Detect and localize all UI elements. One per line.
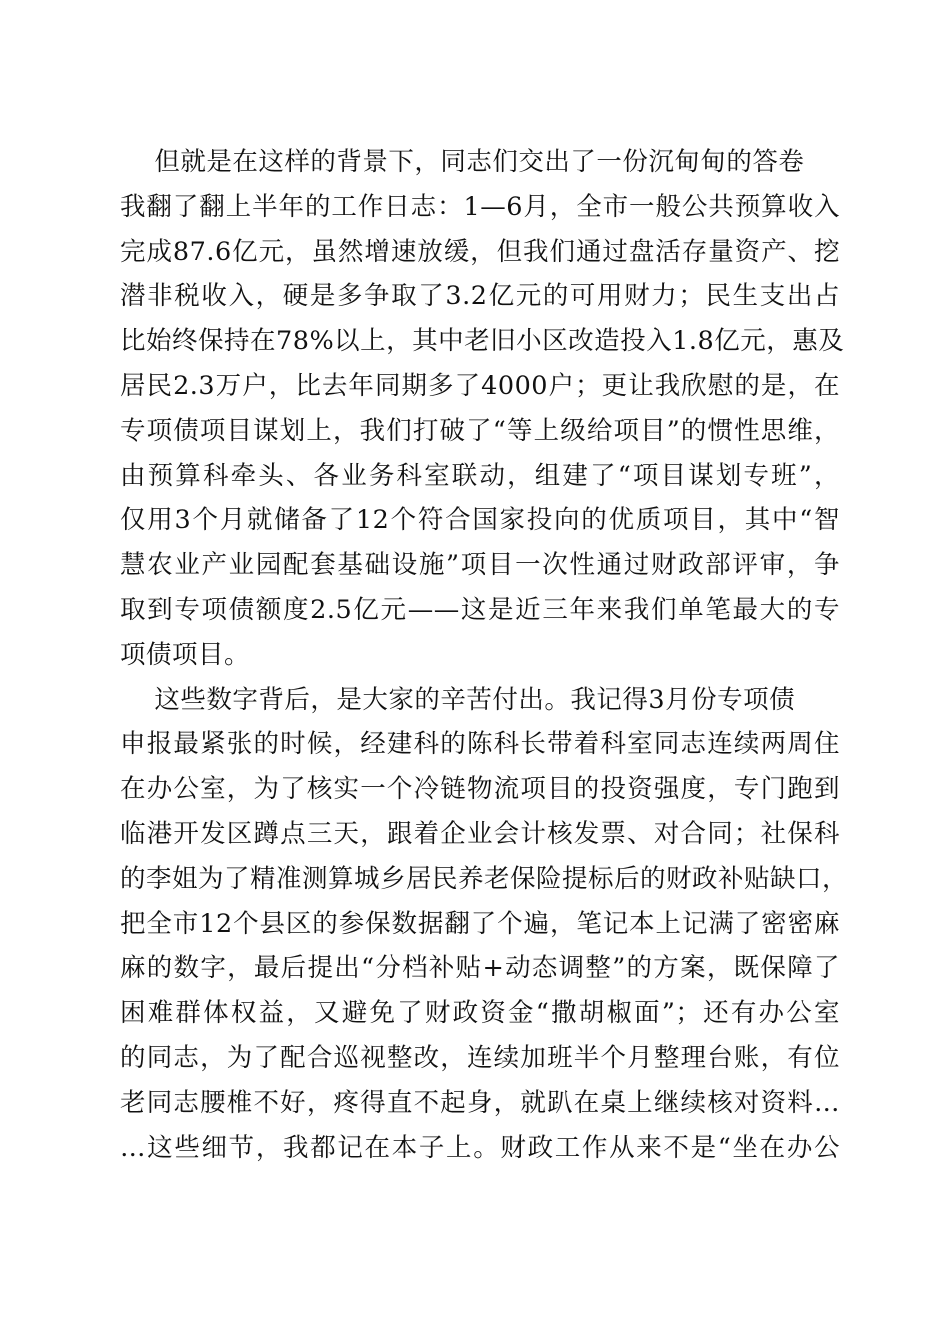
text-line: 比始终保持在78%以上，其中老旧小区改造投入1.8亿元，惠及 bbox=[120, 326, 845, 357]
text-line: 项债项目。 bbox=[120, 639, 251, 670]
text-line: 的同志，为了配合巡视整改，连续加班半个月整理台账，有位 bbox=[120, 1042, 840, 1073]
text-line: 麻的数字，最后提出“分档补贴+动态调整”的方案，既保障了 bbox=[120, 953, 840, 984]
text-line: 完成87.6亿元，虽然增速放缓，但我们通过盘活存量资产、挖 bbox=[120, 236, 840, 267]
text-line: 困难群体权益，又避免了财政资金“撒胡椒面”；还有办公室 bbox=[120, 998, 840, 1029]
text-line: 临港开发区蹲点三天，跟着企业会计核发票、对合同；社保科 bbox=[120, 818, 840, 849]
text-line: 的李姐为了精准测算城乡居民养老保险提标后的财政补贴缺口， bbox=[120, 863, 849, 894]
text-line: 在办公室，为了核实一个冷链物流项目的投资强度，专门跑到 bbox=[120, 774, 840, 805]
text-line: 专项债项目谋划上，我们打破了“等上级给项目”的惯性思维， bbox=[120, 415, 840, 446]
text-line: 取到专项债额度2.5亿元——这是近三年来我们单笔最大的专 bbox=[120, 594, 840, 625]
text-line: 把全市12个县区的参保数据翻了个遍，笔记本上记满了密密麻 bbox=[120, 908, 840, 939]
text-line: 慧农业产业园配套基础设施”项目一次性通过财政部评审，争 bbox=[120, 550, 840, 581]
text-line: 仅用3个月就储备了12个符合国家投向的优质项目，其中“智 bbox=[120, 505, 840, 536]
text-line: 老同志腰椎不好，疼得直不起身，就趴在桌上继续核对资料… bbox=[120, 1087, 840, 1118]
text-line: …这些细节，我都记在本子上。财政工作从来不是“坐在办公 bbox=[120, 1132, 840, 1163]
text-line: 我翻了翻上半年的工作日志：1—6月，全市一般公共预算收入 bbox=[120, 191, 840, 222]
text-line: 这些数字背后，是大家的辛苦付出。我记得3月份专项债 bbox=[120, 684, 796, 715]
text-line: 居民2.3万户，比去年同期多了4000户；更让我欣慰的是，在 bbox=[120, 370, 840, 401]
text-line: 申报最紧张的时候，经建科的陈科长带着科室同志连续两周住 bbox=[120, 729, 840, 760]
text-line: 潜非税收入，硬是多争取了3.2亿元的可用财力；民生支出占 bbox=[120, 281, 840, 312]
text-line: 但就是在这样的背景下，同志们交出了一份沉甸甸的答卷 bbox=[120, 147, 805, 177]
body-text bbox=[120, 140, 849, 1170]
text-line: 由预算科牵头、各业务科室联动，组建了“项目谋划专班”， bbox=[120, 460, 840, 491]
